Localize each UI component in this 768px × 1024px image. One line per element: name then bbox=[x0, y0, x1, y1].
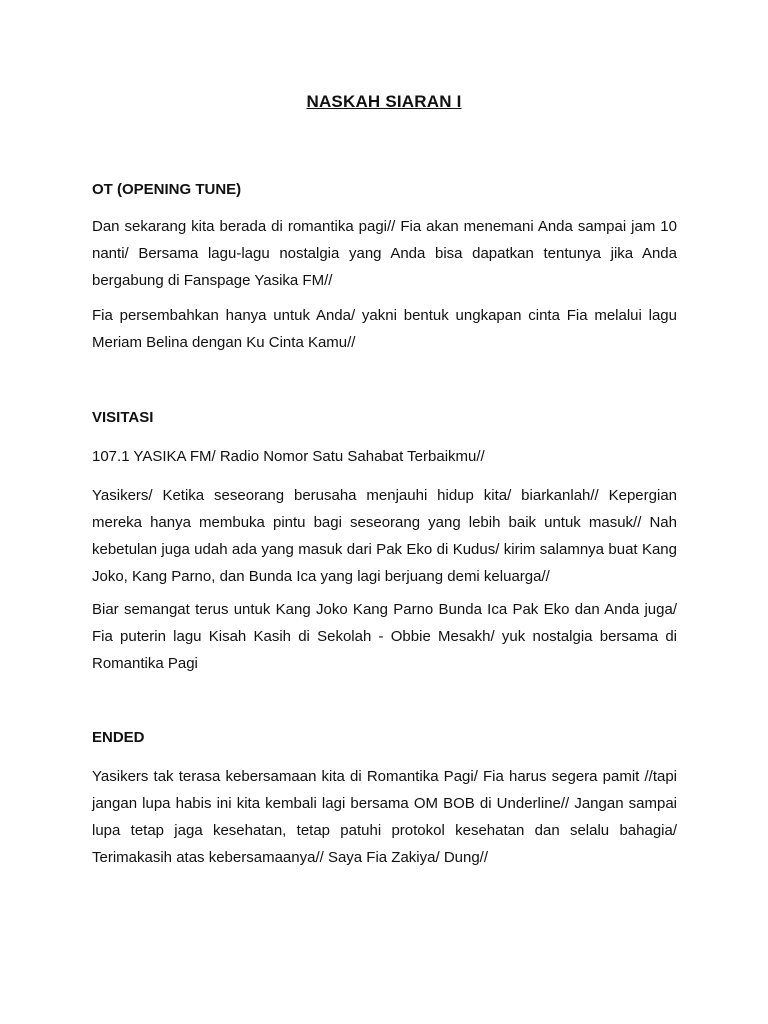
paragraph-text: Yasikers/ Ketika seseorang berusaha menjauhi hidup kita/ biarkanlah// Kepergian mereka hanya membuka pintu bagi seseorang yang lebih baik untuk masuk// Nah kebetulan juga udah ada yang masuk dari Pak Eko di Kudus/ kirim salamnya buat Kang Joko, Kang Parno, dan Bunda Ica yang lagi berjuang demi keluarga// bbox=[92, 487, 677, 585]
paragraph bbox=[92, 213, 677, 294]
paragraph bbox=[92, 302, 677, 356]
section-ended bbox=[92, 728, 677, 748]
paragraph bbox=[92, 596, 677, 677]
paragraph-text: 107.1 YASIKA FM/ Radio Nomor Satu Sahabat Terbaikmu// bbox=[92, 448, 485, 465]
section-opening-tune bbox=[92, 180, 677, 200]
section-heading: OT (OPENING TUNE) bbox=[92, 181, 242, 198]
paragraph-text: Fia persembahkan hanya untuk Anda/ yakni bentuk ungkapan cinta Fia melalui lagu Meriam Belina dengan Ku Cinta Kamu// bbox=[92, 307, 677, 351]
section-visitasi bbox=[92, 408, 677, 428]
paragraph bbox=[92, 443, 677, 470]
paragraph-text: Yasikers tak terasa kebersamaan kita di Romantika Pagi/ Fia harus segera pamit //tapi jangan lupa habis ini kita kembali lagi bersama OM BOB di Underline// Jangan sampai lupa tetap jaga kesehatan, tetap patuhi protokol kesehatan dan selalu bahagia/ Terimakasih atas kebersamaanya// Saya Fia Zakiya/ Dung// bbox=[92, 768, 677, 866]
paragraph-text: Dan sekarang kita berada di romantika pagi// Fia akan menemani Anda sampai jam 10 nanti/ Bersama lagu-lagu nostalgia yang Anda bisa dapatkan tentunya jika Anda bergabung di Fanspage Yasika FM// bbox=[92, 218, 677, 289]
paragraph bbox=[92, 763, 677, 871]
document-title: NASKAH SIARAN I bbox=[306, 92, 462, 111]
section-heading: VISITASI bbox=[92, 409, 154, 426]
paragraph bbox=[92, 482, 677, 590]
section-heading: ENDED bbox=[92, 729, 145, 746]
paragraph-text: Biar semangat terus untuk Kang Joko Kang Parno Bunda Ica Pak Eko dan Anda juga/ Fia puterin lagu Kisah Kasih di Sekolah - Obbie Mesakh/ yuk nostalgia bersama di Romantika Pagi bbox=[92, 601, 677, 672]
